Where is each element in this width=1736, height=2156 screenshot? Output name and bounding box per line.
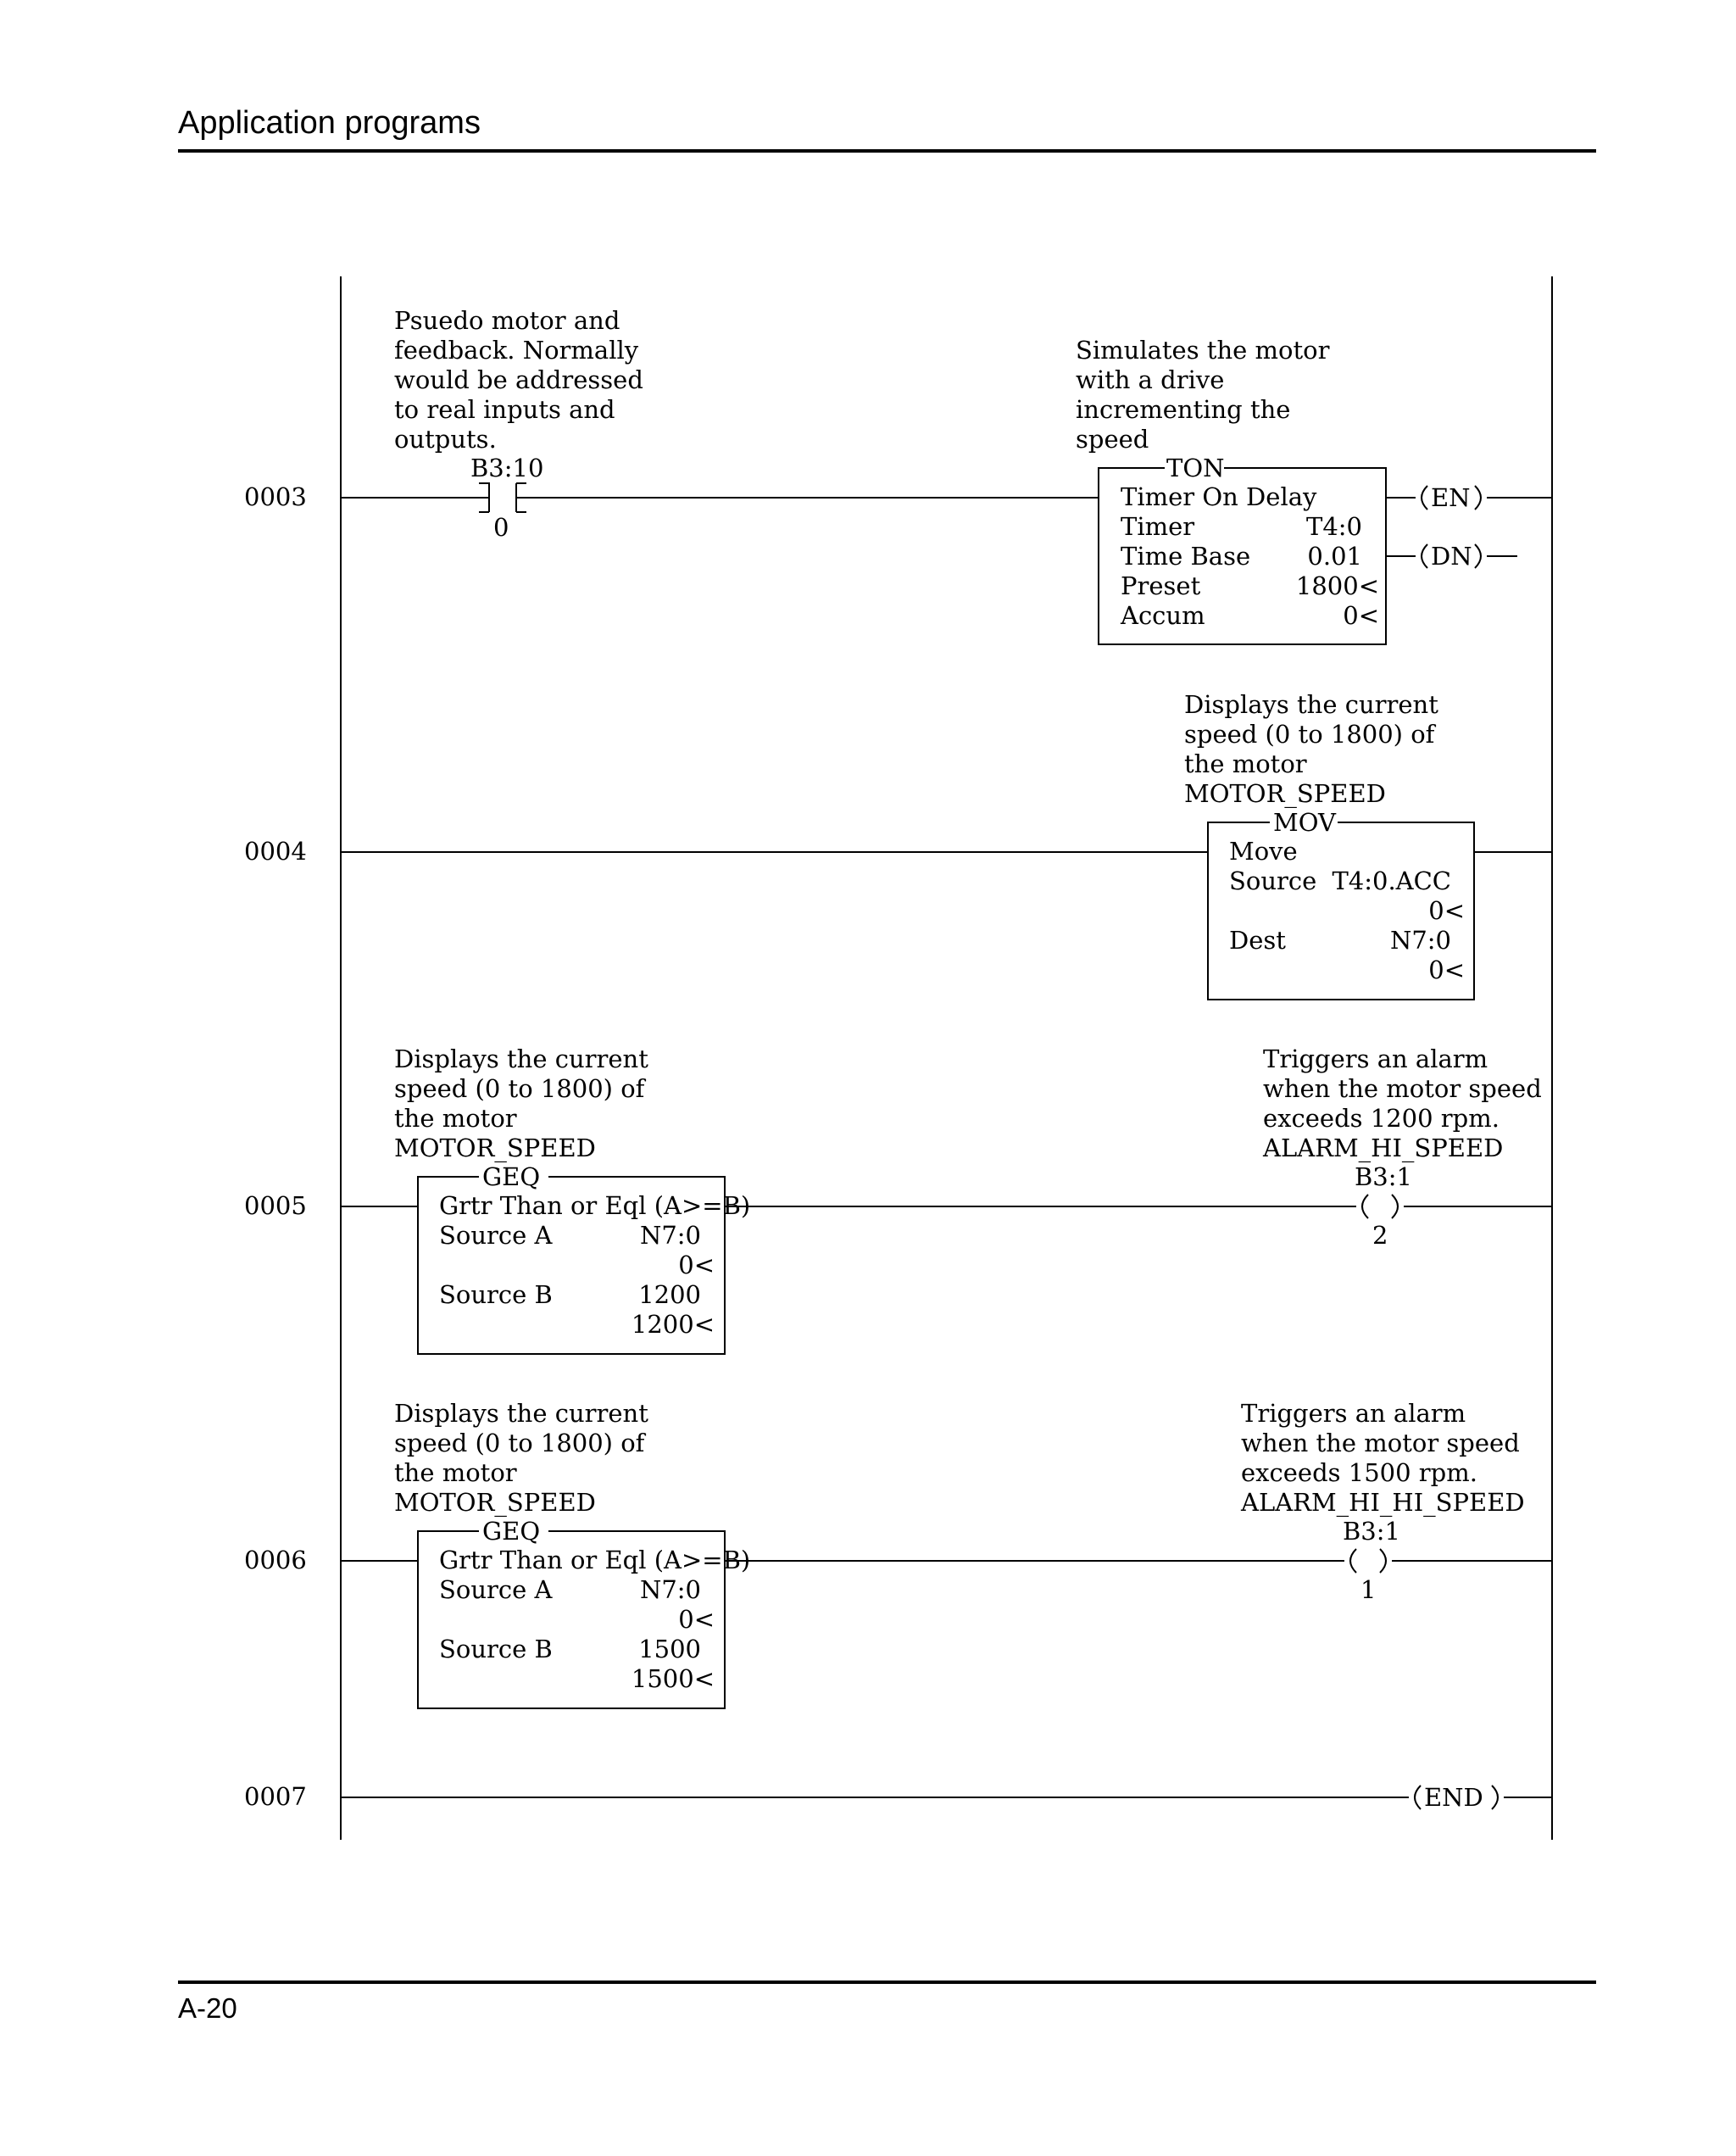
- rung-comment-right: [1240, 1399, 1525, 1518]
- svg-text:EN: EN: [1431, 483, 1471, 512]
- rung-number: 0006: [244, 1546, 307, 1574]
- block-type: TON: [1166, 454, 1225, 482]
- svg-text:incrementing the: incrementing the: [1076, 395, 1291, 424]
- rung-0006[interactable]: [244, 1399, 1552, 1708]
- param-value: N7:0: [639, 1221, 701, 1250]
- page-header-title: Application programs: [178, 105, 481, 141]
- rung-comment-left: [394, 1045, 648, 1163]
- svg-text:Displays the current: Displays the current: [394, 1045, 648, 1073]
- svg-text:ALARM_HI_HI_SPEED: ALARM_HI_HI_SPEED: [1241, 1488, 1525, 1517]
- block-title: Grtr Than or Eql (A>=B): [439, 1546, 751, 1574]
- svg-text:outputs.: outputs.: [394, 425, 497, 454]
- param-label: Source B: [439, 1280, 553, 1309]
- svg-text:speed (0 to 1800) of: speed (0 to 1800) of: [394, 1074, 645, 1103]
- coil-address: B3:1: [1355, 1162, 1412, 1191]
- param-label: Dest: [1229, 926, 1286, 955]
- param-label: Preset: [1121, 571, 1201, 600]
- rung-comment-left: [394, 1399, 648, 1518]
- param-value: 0.01: [1307, 542, 1362, 571]
- svg-text:Displays the current: Displays the current: [394, 1399, 648, 1428]
- rung-number: 0007: [244, 1782, 307, 1811]
- svg-text:would be addressed: would be addressed: [394, 365, 643, 394]
- ote-coil[interactable]: [1343, 1517, 1400, 1604]
- svg-text:Triggers an alarm: Triggers an alarm: [1263, 1045, 1488, 1073]
- block-title: Move: [1229, 837, 1298, 866]
- param-label: Timer: [1121, 512, 1195, 541]
- param-value: 1800<: [1295, 571, 1379, 600]
- ote-coil[interactable]: [1355, 1162, 1412, 1250]
- end-instruction[interactable]: [1415, 1783, 1498, 1812]
- param-value: 0<: [1428, 955, 1465, 984]
- param-value: T4:0: [1305, 512, 1362, 541]
- svg-text:Displays the current: Displays the current: [1184, 690, 1438, 719]
- param-value: N7:0: [1389, 926, 1451, 955]
- param-label: Source B: [439, 1635, 553, 1663]
- rung-comment-right: [1076, 336, 1330, 454]
- svg-text:ALARM_HI_SPEED: ALARM_HI_SPEED: [1263, 1134, 1504, 1162]
- block-title: Grtr Than or Eql (A>=B): [439, 1191, 751, 1220]
- contact-address: B3:10: [470, 454, 544, 482]
- param-value: 0<: [678, 1251, 715, 1279]
- block-type: GEQ: [482, 1517, 541, 1546]
- coil-address: B3:1: [1343, 1517, 1400, 1546]
- param-value: T4:0.ACC: [1332, 866, 1451, 895]
- param-value: N7:0: [639, 1575, 701, 1604]
- rung-number: 0005: [244, 1191, 307, 1220]
- ton-timer-block[interactable]: [1099, 454, 1386, 644]
- svg-text:MOTOR_SPEED: MOTOR_SPEED: [394, 1134, 596, 1162]
- svg-text:the motor: the motor: [394, 1104, 517, 1133]
- svg-text:exceeds 1200 rpm.: exceeds 1200 rpm.: [1263, 1104, 1500, 1133]
- geq-block[interactable]: [418, 1517, 750, 1708]
- svg-text:when the motor speed: when the motor speed: [1241, 1429, 1520, 1457]
- svg-text:exceeds 1500 rpm.: exceeds 1500 rpm.: [1241, 1458, 1477, 1487]
- param-label: Time Base: [1121, 542, 1251, 571]
- param-value: 1200: [638, 1280, 701, 1309]
- rung-0003[interactable]: [244, 306, 1552, 644]
- svg-text:with a drive: with a drive: [1076, 365, 1225, 394]
- svg-text:speed (0 to 1800) of: speed (0 to 1800) of: [1184, 720, 1435, 749]
- block-type: GEQ: [482, 1162, 541, 1191]
- param-value: 0<: [678, 1605, 715, 1634]
- param-value: 1500: [638, 1635, 701, 1663]
- svg-text:Simulates the motor: Simulates the motor: [1076, 336, 1330, 365]
- coil-bit: 1: [1360, 1575, 1377, 1604]
- en-output[interactable]: [1422, 483, 1481, 512]
- block-type: MOV: [1273, 808, 1336, 837]
- param-value: 0<: [1428, 896, 1465, 925]
- coil-bit: 2: [1372, 1221, 1388, 1250]
- page-number: A-20: [178, 1992, 237, 2024]
- param-label: Source A: [439, 1575, 553, 1604]
- svg-text:Triggers an alarm: Triggers an alarm: [1241, 1399, 1466, 1428]
- svg-text:feedback. Normally: feedback. Normally: [394, 336, 639, 365]
- svg-text:to real inputs and: to real inputs and: [394, 395, 615, 424]
- svg-text:END: END: [1424, 1783, 1483, 1812]
- svg-text:when the motor speed: when the motor speed: [1263, 1074, 1542, 1103]
- rung-comment-right: [1184, 690, 1438, 809]
- dn-output[interactable]: [1422, 542, 1481, 571]
- svg-text:MOTOR_SPEED: MOTOR_SPEED: [1184, 779, 1386, 808]
- mov-block[interactable]: [1208, 808, 1474, 1000]
- svg-text:MOTOR_SPEED: MOTOR_SPEED: [394, 1488, 596, 1517]
- rung-0007[interactable]: [244, 1782, 1552, 1812]
- param-value: 1500<: [631, 1664, 715, 1693]
- rung-comment-left: [394, 306, 643, 454]
- svg-text:Psuedo motor and: Psuedo motor and: [394, 306, 620, 335]
- rung-0005[interactable]: [244, 1045, 1552, 1354]
- rung-number: 0003: [244, 482, 307, 511]
- svg-text:DN: DN: [1431, 542, 1472, 571]
- svg-text:speed (0 to 1800) of: speed (0 to 1800) of: [394, 1429, 645, 1457]
- param-value: 1200<: [631, 1310, 715, 1339]
- rung-0004[interactable]: [244, 690, 1552, 1000]
- geq-block[interactable]: [418, 1162, 750, 1354]
- param-label: Source A: [439, 1221, 553, 1250]
- contact-bit: 0: [493, 513, 509, 542]
- svg-text:the motor: the motor: [394, 1458, 517, 1487]
- param-label: Source: [1229, 866, 1317, 895]
- block-title: Timer On Delay: [1121, 482, 1317, 511]
- rung-number: 0004: [244, 837, 307, 866]
- param-label: Accum: [1121, 601, 1205, 630]
- svg-text:speed: speed: [1076, 425, 1149, 454]
- param-value: 0<: [1343, 601, 1379, 630]
- rung-comment-right: [1262, 1045, 1542, 1163]
- svg-text:the motor: the motor: [1184, 749, 1307, 778]
